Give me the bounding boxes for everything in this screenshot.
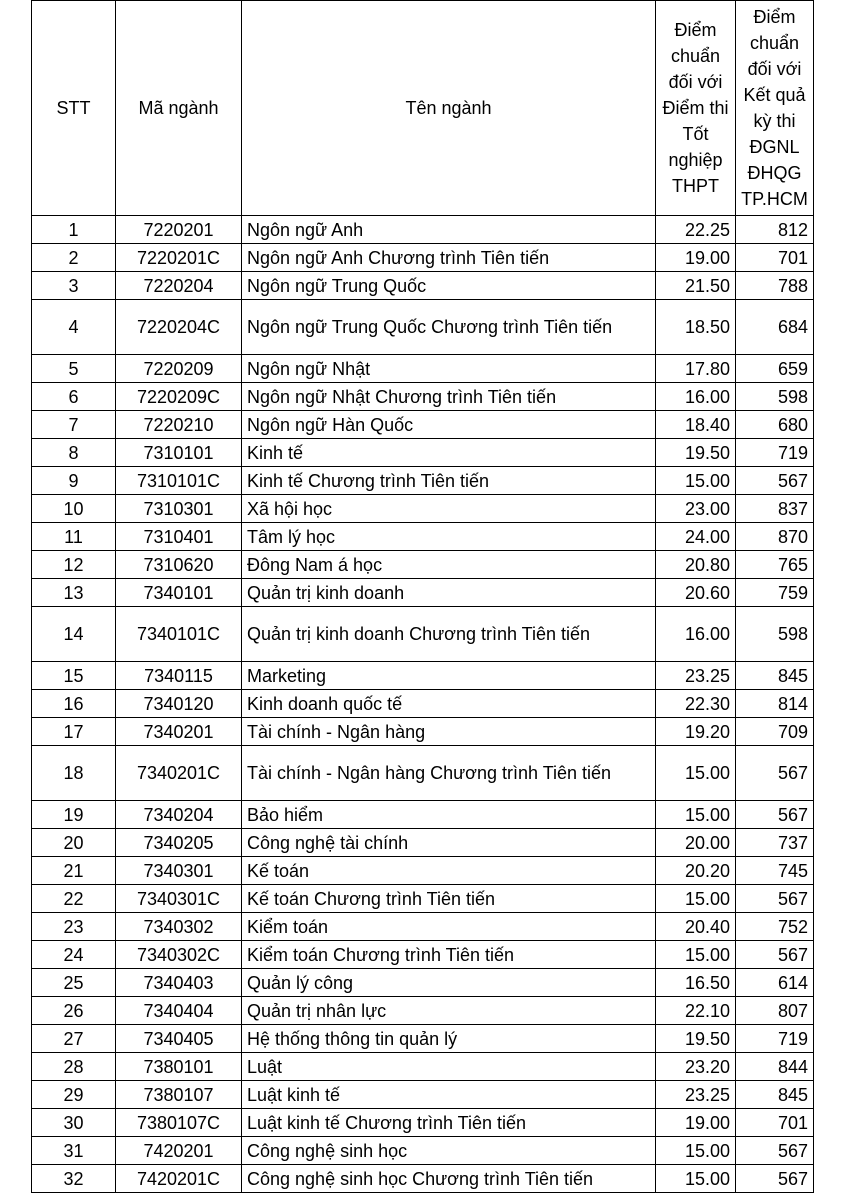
row-thpt-score: 15.00 <box>656 467 736 495</box>
row-major-code: 7340301 <box>116 857 242 885</box>
row-stt: 20 <box>32 829 116 857</box>
row-major-code: 7340101 <box>116 579 242 607</box>
row-thpt-score: 19.00 <box>656 1109 736 1137</box>
row-thpt-score: 20.80 <box>656 551 736 579</box>
row-thpt-score: 16.50 <box>656 969 736 997</box>
row-major-code: 7220204C <box>116 300 242 355</box>
table-row <box>32 439 814 467</box>
header-thpt-score: Điểm chuẩn đối với Điểm thi Tốt nghiệp THPT <box>656 1 736 216</box>
row-major-name: Quản trị nhân lực <box>242 997 656 1025</box>
table-row <box>32 857 814 885</box>
table-row <box>32 272 814 300</box>
row-major-name: Đông Nam á học <box>242 551 656 579</box>
table-row <box>32 1053 814 1081</box>
row-major-name: Quản lý công <box>242 969 656 997</box>
row-thpt-score: 22.30 <box>656 690 736 718</box>
row-stt: 23 <box>32 913 116 941</box>
row-stt: 16 <box>32 690 116 718</box>
row-major-name: Kế toán <box>242 857 656 885</box>
row-major-name: Công nghệ sinh học Chương trình Tiên tiến <box>242 1165 656 1193</box>
row-major-code: 7220204 <box>116 272 242 300</box>
row-dgnl-score: 709 <box>736 718 814 746</box>
row-dgnl-score: 745 <box>736 857 814 885</box>
row-dgnl-score: 719 <box>736 439 814 467</box>
row-thpt-score: 19.50 <box>656 439 736 467</box>
row-major-name: Kế toán Chương trình Tiên tiến <box>242 885 656 913</box>
row-dgnl-score: 614 <box>736 969 814 997</box>
row-stt: 17 <box>32 718 116 746</box>
table-row <box>32 1109 814 1137</box>
row-dgnl-score: 567 <box>736 801 814 829</box>
table-row <box>32 579 814 607</box>
row-thpt-score: 15.00 <box>656 885 736 913</box>
row-stt: 19 <box>32 801 116 829</box>
row-dgnl-score: 807 <box>736 997 814 1025</box>
row-dgnl-score: 684 <box>736 300 814 355</box>
row-major-code: 7310401 <box>116 523 242 551</box>
row-major-name: Ngôn ngữ Nhật Chương trình Tiên tiến <box>242 383 656 411</box>
row-stt: 9 <box>32 467 116 495</box>
row-stt: 3 <box>32 272 116 300</box>
row-major-code: 7420201C <box>116 1165 242 1193</box>
row-stt: 24 <box>32 941 116 969</box>
row-major-name: Bảo hiểm <box>242 801 656 829</box>
table-row <box>32 1025 814 1053</box>
row-major-code: 7220209C <box>116 383 242 411</box>
row-thpt-score: 19.20 <box>656 718 736 746</box>
row-thpt-score: 20.20 <box>656 857 736 885</box>
row-dgnl-score: 737 <box>736 829 814 857</box>
row-stt: 11 <box>32 523 116 551</box>
row-major-name: Công nghệ sinh học <box>242 1137 656 1165</box>
row-dgnl-score: 845 <box>736 1081 814 1109</box>
row-stt: 2 <box>32 244 116 272</box>
header-name: Tên ngành <box>242 1 656 216</box>
row-major-name: Xã hội học <box>242 495 656 523</box>
row-dgnl-score: 719 <box>736 1025 814 1053</box>
row-major-code: 7340405 <box>116 1025 242 1053</box>
row-thpt-score: 16.00 <box>656 383 736 411</box>
row-major-name: Tâm lý học <box>242 523 656 551</box>
table-row <box>32 411 814 439</box>
row-stt: 14 <box>32 607 116 662</box>
table-row <box>32 1137 814 1165</box>
row-dgnl-score: 567 <box>736 746 814 801</box>
row-stt: 22 <box>32 885 116 913</box>
admission-scores-table <box>31 0 814 1193</box>
row-stt: 1 <box>32 216 116 244</box>
row-major-code: 7340201 <box>116 718 242 746</box>
header-code: Mã ngành <box>116 1 242 216</box>
table-header <box>32 1 814 216</box>
row-major-name: Ngôn ngữ Trung Quốc <box>242 272 656 300</box>
table-row <box>32 662 814 690</box>
table-row <box>32 913 814 941</box>
row-thpt-score: 17.80 <box>656 355 736 383</box>
table-row <box>32 997 814 1025</box>
row-major-code: 7380107 <box>116 1081 242 1109</box>
row-major-code: 7340201C <box>116 746 242 801</box>
row-thpt-score: 20.60 <box>656 579 736 607</box>
row-stt: 28 <box>32 1053 116 1081</box>
row-dgnl-score: 598 <box>736 383 814 411</box>
row-stt: 26 <box>32 997 116 1025</box>
row-major-name: Kinh doanh quốc tế <box>242 690 656 718</box>
row-stt: 27 <box>32 1025 116 1053</box>
row-thpt-score: 15.00 <box>656 1137 736 1165</box>
table-row <box>32 690 814 718</box>
row-major-code: 7420201 <box>116 1137 242 1165</box>
row-major-code: 7310101 <box>116 439 242 467</box>
row-thpt-score: 15.00 <box>656 801 736 829</box>
table-row <box>32 829 814 857</box>
row-major-code: 7340404 <box>116 997 242 1025</box>
header-stt: STT <box>32 1 116 216</box>
row-major-name: Quản trị kinh doanh Chương trình Tiên tiến <box>242 607 656 662</box>
row-dgnl-score: 752 <box>736 913 814 941</box>
row-thpt-score: 20.40 <box>656 913 736 941</box>
table-row <box>32 1081 814 1109</box>
row-major-name: Ngôn ngữ Nhật <box>242 355 656 383</box>
table-row <box>32 383 814 411</box>
row-dgnl-score: 567 <box>736 941 814 969</box>
row-dgnl-score: 814 <box>736 690 814 718</box>
row-major-name: Tài chính - Ngân hàng <box>242 718 656 746</box>
row-major-name: Quản trị kinh doanh <box>242 579 656 607</box>
row-dgnl-score: 870 <box>736 523 814 551</box>
row-thpt-score: 16.00 <box>656 607 736 662</box>
table-row <box>32 607 814 662</box>
row-dgnl-score: 701 <box>736 1109 814 1137</box>
row-major-code: 7340301C <box>116 885 242 913</box>
row-major-code: 7340115 <box>116 662 242 690</box>
row-dgnl-score: 844 <box>736 1053 814 1081</box>
row-thpt-score: 19.50 <box>656 1025 736 1053</box>
row-dgnl-score: 680 <box>736 411 814 439</box>
row-stt: 8 <box>32 439 116 467</box>
table-row <box>32 551 814 579</box>
row-major-code: 7380101 <box>116 1053 242 1081</box>
row-major-code: 7340403 <box>116 969 242 997</box>
row-thpt-score: 22.10 <box>656 997 736 1025</box>
row-major-code: 7340205 <box>116 829 242 857</box>
row-thpt-score: 15.00 <box>656 1165 736 1193</box>
table-row <box>32 216 814 244</box>
row-stt: 18 <box>32 746 116 801</box>
row-dgnl-score: 567 <box>736 1137 814 1165</box>
row-major-code: 7380107C <box>116 1109 242 1137</box>
table-row <box>32 1165 814 1193</box>
row-dgnl-score: 837 <box>736 495 814 523</box>
row-thpt-score: 23.00 <box>656 495 736 523</box>
row-major-code: 7220201 <box>116 216 242 244</box>
row-dgnl-score: 567 <box>736 467 814 495</box>
row-thpt-score: 15.00 <box>656 746 736 801</box>
row-stt: 5 <box>32 355 116 383</box>
row-major-name: Kinh tế <box>242 439 656 467</box>
table-row <box>32 969 814 997</box>
row-thpt-score: 23.20 <box>656 1053 736 1081</box>
row-dgnl-score: 812 <box>736 216 814 244</box>
row-major-name: Kiểm toán Chương trình Tiên tiến <box>242 941 656 969</box>
table-row <box>32 355 814 383</box>
row-stt: 13 <box>32 579 116 607</box>
row-major-code: 7340204 <box>116 801 242 829</box>
row-dgnl-score: 659 <box>736 355 814 383</box>
row-dgnl-score: 598 <box>736 607 814 662</box>
table-row <box>32 885 814 913</box>
row-major-name: Luật <box>242 1053 656 1081</box>
row-dgnl-score: 845 <box>736 662 814 690</box>
row-major-code: 7220209 <box>116 355 242 383</box>
row-stt: 12 <box>32 551 116 579</box>
row-stt: 32 <box>32 1165 116 1193</box>
row-thpt-score: 19.00 <box>656 244 736 272</box>
row-stt: 29 <box>32 1081 116 1109</box>
row-major-code: 7340302C <box>116 941 242 969</box>
row-major-code: 7220201C <box>116 244 242 272</box>
row-dgnl-score: 759 <box>736 579 814 607</box>
row-stt: 7 <box>32 411 116 439</box>
table-row <box>32 801 814 829</box>
row-major-code: 7310301 <box>116 495 242 523</box>
table-row <box>32 941 814 969</box>
row-thpt-score: 22.25 <box>656 216 736 244</box>
row-major-code: 7340302 <box>116 913 242 941</box>
table-row <box>32 718 814 746</box>
row-stt: 6 <box>32 383 116 411</box>
row-major-name: Luật kinh tế Chương trình Tiên tiến <box>242 1109 656 1137</box>
row-dgnl-score: 567 <box>736 1165 814 1193</box>
row-major-name: Kinh tế Chương trình Tiên tiến <box>242 467 656 495</box>
row-stt: 10 <box>32 495 116 523</box>
table-row <box>32 244 814 272</box>
row-thpt-score: 21.50 <box>656 272 736 300</box>
table-row <box>32 495 814 523</box>
row-thpt-score: 23.25 <box>656 1081 736 1109</box>
row-major-name: Ngôn ngữ Hàn Quốc <box>242 411 656 439</box>
row-major-name: Luật kinh tế <box>242 1081 656 1109</box>
table-row <box>32 523 814 551</box>
header-dgnl-score: Điểm chuẩn đối với Kết quả kỳ thi ĐGNL ĐHQG TP.HCM <box>736 1 814 216</box>
row-thpt-score: 24.00 <box>656 523 736 551</box>
row-thpt-score: 18.50 <box>656 300 736 355</box>
row-major-code: 7310101C <box>116 467 242 495</box>
row-dgnl-score: 765 <box>736 551 814 579</box>
row-major-name: Ngôn ngữ Trung Quốc Chương trình Tiên tiến <box>242 300 656 355</box>
row-major-name: Marketing <box>242 662 656 690</box>
row-major-name: Ngôn ngữ Anh Chương trình Tiên tiến <box>242 244 656 272</box>
row-stt: 4 <box>32 300 116 355</box>
row-major-code: 7220210 <box>116 411 242 439</box>
table-row <box>32 467 814 495</box>
row-thpt-score: 20.00 <box>656 829 736 857</box>
row-stt: 30 <box>32 1109 116 1137</box>
row-thpt-score: 23.25 <box>656 662 736 690</box>
header-row <box>32 1 814 216</box>
row-thpt-score: 18.40 <box>656 411 736 439</box>
row-thpt-score: 15.00 <box>656 941 736 969</box>
row-dgnl-score: 788 <box>736 272 814 300</box>
table-body <box>32 216 814 1193</box>
row-major-name: Hệ thống thông tin quản lý <box>242 1025 656 1053</box>
row-dgnl-score: 701 <box>736 244 814 272</box>
row-stt: 31 <box>32 1137 116 1165</box>
row-stt: 25 <box>32 969 116 997</box>
row-major-name: Tài chính - Ngân hàng Chương trình Tiên tiến <box>242 746 656 801</box>
row-major-name: Công nghệ tài chính <box>242 829 656 857</box>
table-row <box>32 746 814 801</box>
row-major-name: Kiểm toán <box>242 913 656 941</box>
row-dgnl-score: 567 <box>736 885 814 913</box>
row-major-name: Ngôn ngữ Anh <box>242 216 656 244</box>
row-major-code: 7340120 <box>116 690 242 718</box>
row-major-code: 7310620 <box>116 551 242 579</box>
row-stt: 15 <box>32 662 116 690</box>
row-major-code: 7340101C <box>116 607 242 662</box>
row-stt: 21 <box>32 857 116 885</box>
table-row <box>32 300 814 355</box>
